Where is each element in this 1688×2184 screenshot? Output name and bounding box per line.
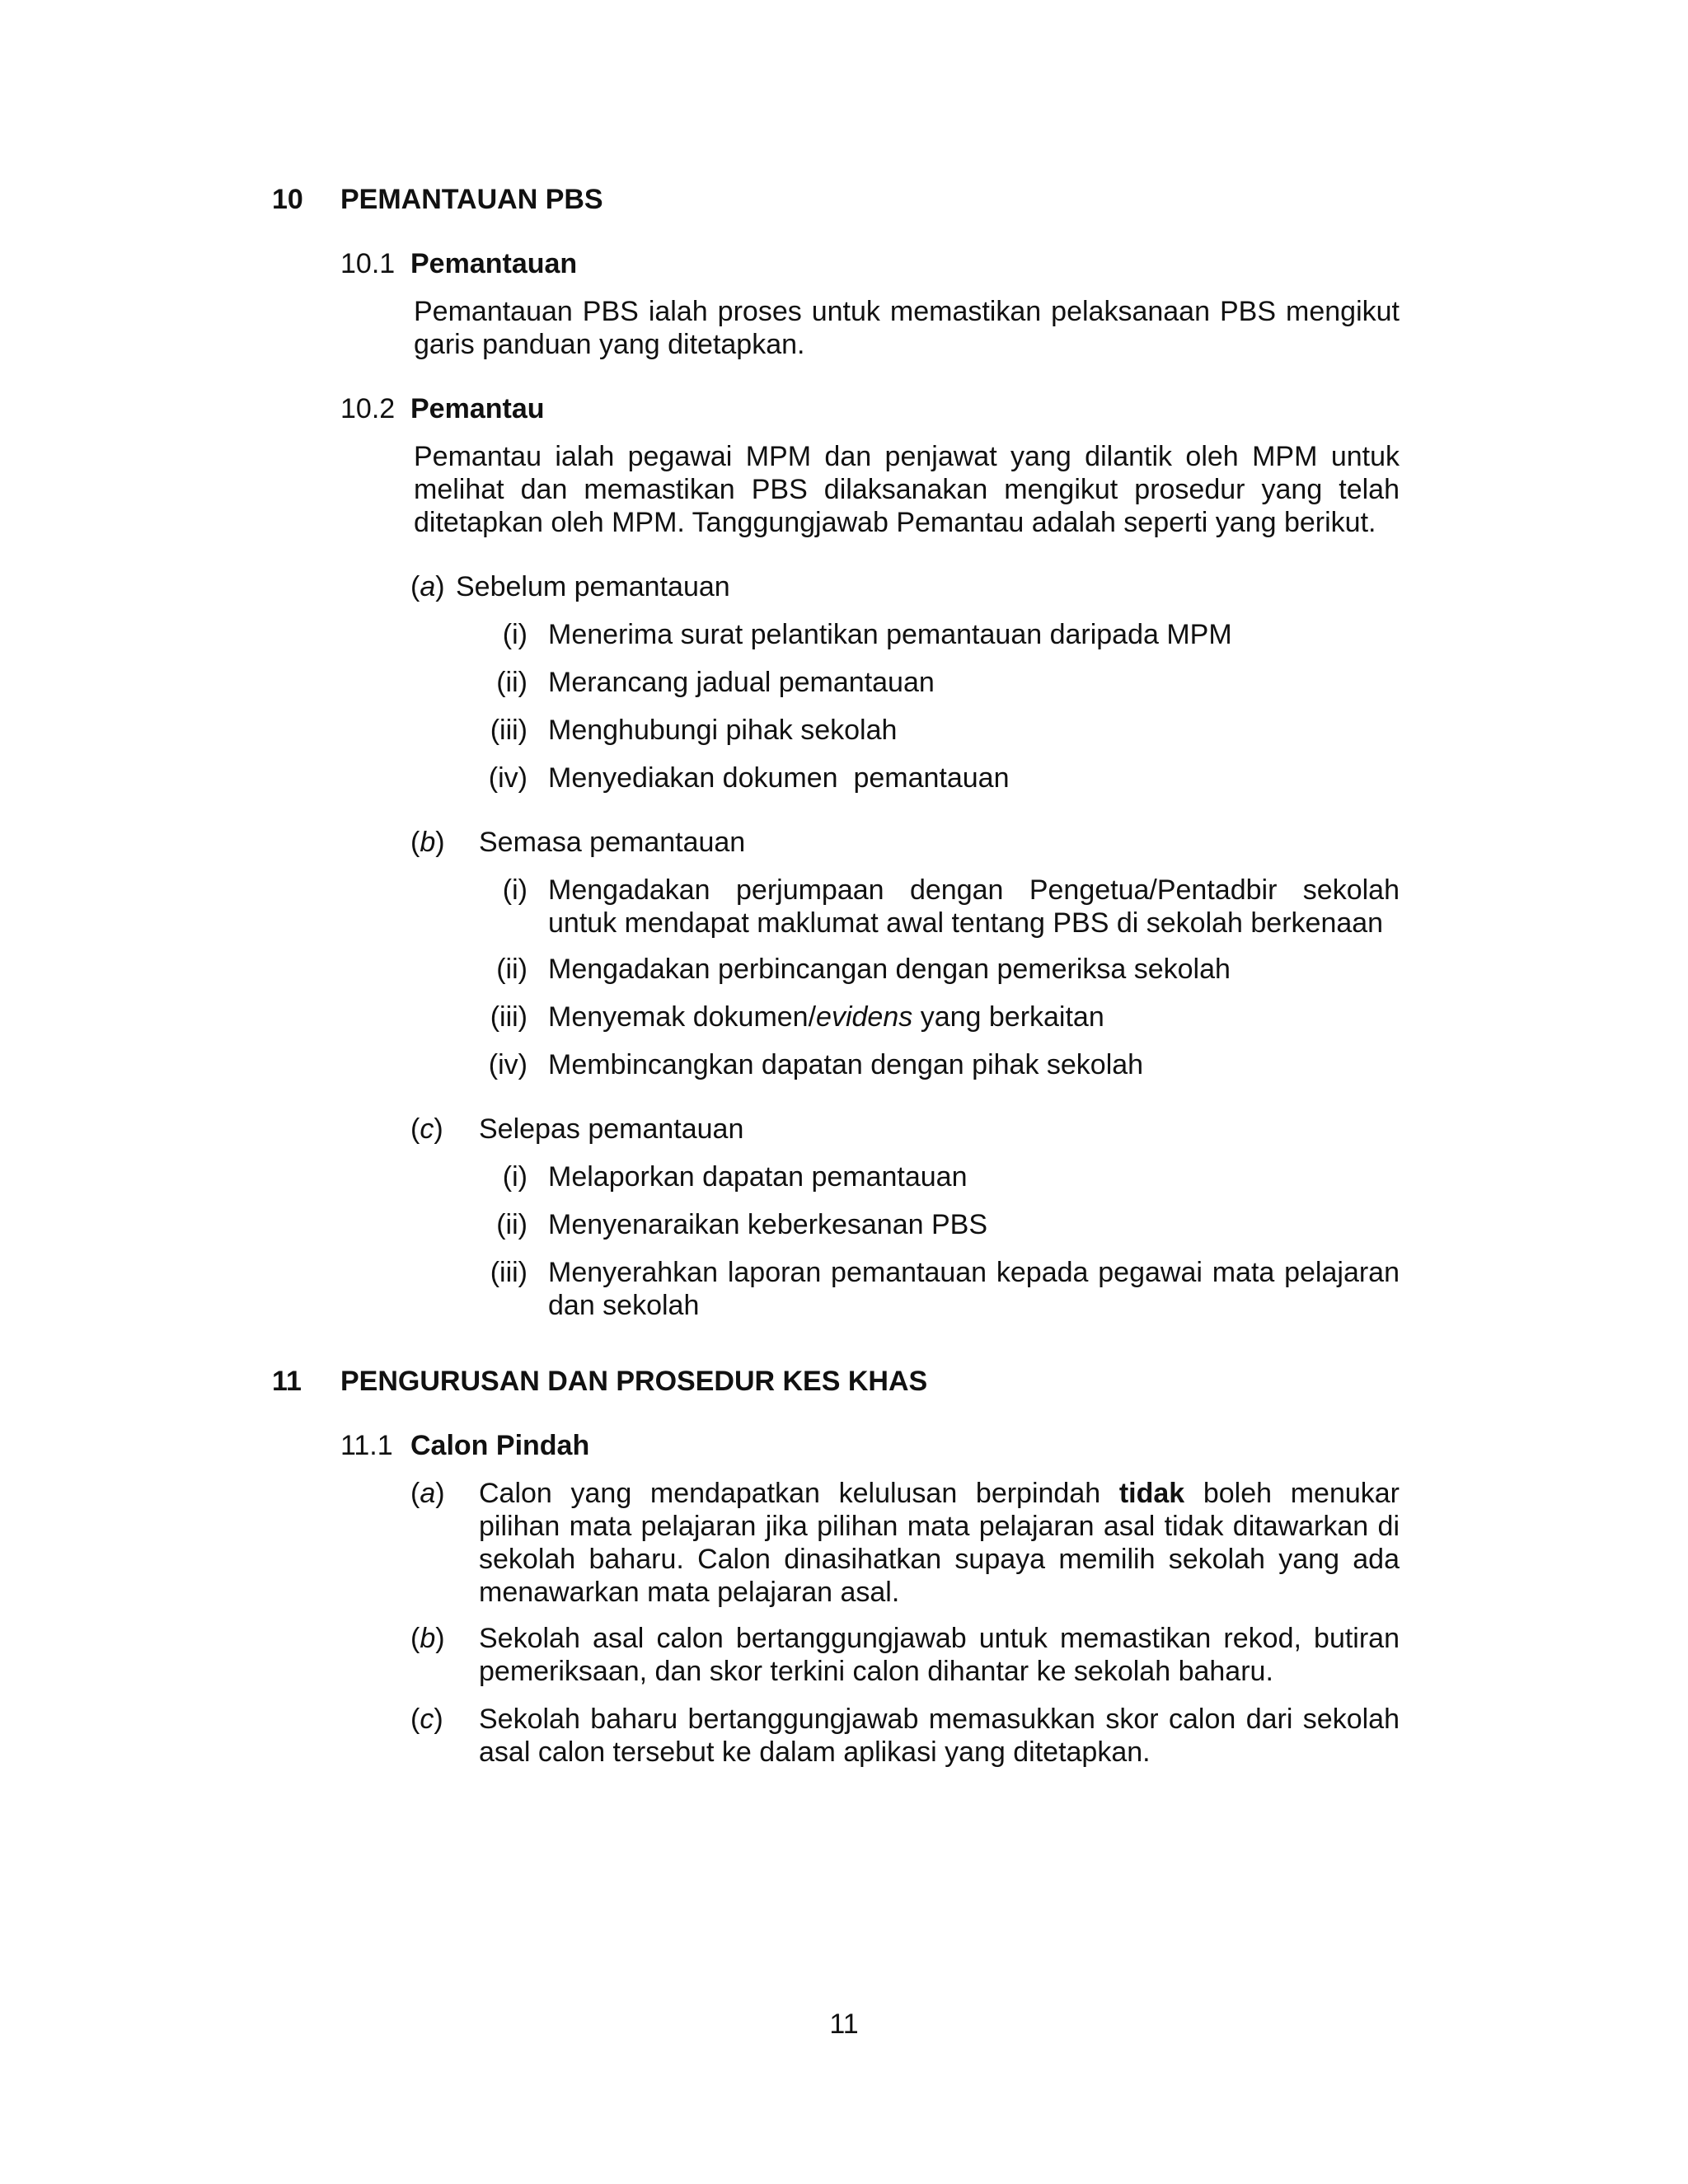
list-item-text: Mengadakan perjumpaan dengan Pengetua/Pentadbir sekolah untuk mendapat maklumat awal tentang PBS di sekolah berkenaan	[548, 874, 1400, 939]
section-11-number: 11	[272, 1366, 302, 1397]
list-item-text: Menyenaraikan keberkesanan PBS	[548, 1209, 987, 1240]
list-item-number: (iv)	[488, 1049, 528, 1080]
list-item-text: Melaporkan dapatan pemantauan	[548, 1161, 968, 1193]
list-item-number: (iii)	[490, 1001, 528, 1033]
list-item-number: (iii)	[490, 715, 528, 746]
section-10-title: PEMANTAUAN PBS	[340, 184, 603, 215]
item-11-c-text: Sekolah baharu bertanggungjawab memasukkan skor calon dari sekolah asal calon tersebut ke dalam aplikasi yang ditetapkan.	[479, 1704, 1400, 1768]
list-item-text: Menyediakan dokumen pemantauan	[548, 762, 1010, 794]
item-b-title: Semasa pemantauan	[479, 827, 746, 858]
subsection-10-1-number: 10.1	[340, 248, 396, 279]
item-11-b-label: (b)	[410, 1623, 445, 1654]
item-11-b-text: Sekolah asal calon bertanggungjawab untuk memastikan rekod, butiran pemeriksaan, dan skor terkini calon dihantar ke sekolah baharu.	[479, 1623, 1400, 1687]
section-10-number: 10	[272, 184, 303, 215]
subsection-11-1-number: 11.1	[340, 1430, 393, 1461]
item-b-label: (b)	[410, 827, 445, 858]
list-item-number: (i)	[502, 1161, 528, 1193]
item-c-title: Selepas pemantauan	[479, 1113, 744, 1145]
section-11-title: PENGURUSAN DAN PROSEDUR KES KHAS	[340, 1366, 928, 1397]
subsection-10-1-title: Pemantauan	[410, 248, 578, 279]
item-11-c-label: (c)	[410, 1704, 443, 1735]
list-item-number: (i)	[502, 619, 528, 650]
list-item-text: Menerima surat pelantikan pemantauan daripada MPM	[548, 619, 1232, 650]
subsection-10-2-number: 10.2	[340, 393, 396, 424]
subsection-11-1-title: Calon Pindah	[410, 1430, 590, 1461]
subsection-10-2-text: Pemantau ialah pegawai MPM dan penjawat yang dilantik oleh MPM untuk melihat dan memastikan PBS dilaksanakan mengikut prosedur yang telah ditetapkan oleh MPM. Tanggungjawab Pemantau adalah seperti yang berikut.	[414, 441, 1400, 538]
list-item-number: (iii)	[490, 1257, 528, 1288]
subsection-10-1-text: Pemantauan PBS ialah proses untuk memastikan pelaksanaan PBS mengikut garis panduan yang ditetapkan.	[414, 296, 1400, 360]
list-item-number: (i)	[502, 874, 528, 906]
list-item-number: (ii)	[496, 1209, 528, 1240]
list-item-number: (iv)	[488, 762, 528, 794]
item-a-title: Sebelum pemantauan	[456, 571, 730, 602]
list-item-text: Mengadakan perbincangan dengan pemeriksa sekolah	[548, 954, 1231, 985]
list-item-text: Merancang jadual pemantauan	[548, 667, 935, 698]
item-c-label: (c)	[410, 1113, 443, 1145]
list-item-text: Menyemak dokumen/evidens yang berkaitan	[548, 1001, 1104, 1033]
item-11-a-text: Calon yang mendapatkan kelulusan berpindah tidak boleh menukar pilihan mata pelajaran jika pilihan mata pelajaran asal tidak ditawarkan di sekolah baharu. Calon dinasihatkan supaya memilih sekolah yang ada menawarkan mata pelajaran asal.	[479, 1478, 1400, 1608]
list-item-number: (ii)	[496, 667, 528, 698]
item-a-label: (a)	[410, 571, 445, 602]
list-item-text: Menyerahkan laporan pemantauan kepada pegawai mata pelajaran dan sekolah	[548, 1257, 1400, 1321]
list-item-number: (ii)	[496, 954, 528, 985]
list-item-text: Menghubungi pihak sekolah	[548, 715, 898, 746]
page-number: 11	[829, 2008, 859, 2040]
list-item-text: Membincangkan dapatan dengan pihak sekolah	[548, 1049, 1144, 1080]
item-11-a-label: (a)	[410, 1478, 445, 1509]
subsection-10-2-title: Pemantau	[410, 393, 545, 424]
